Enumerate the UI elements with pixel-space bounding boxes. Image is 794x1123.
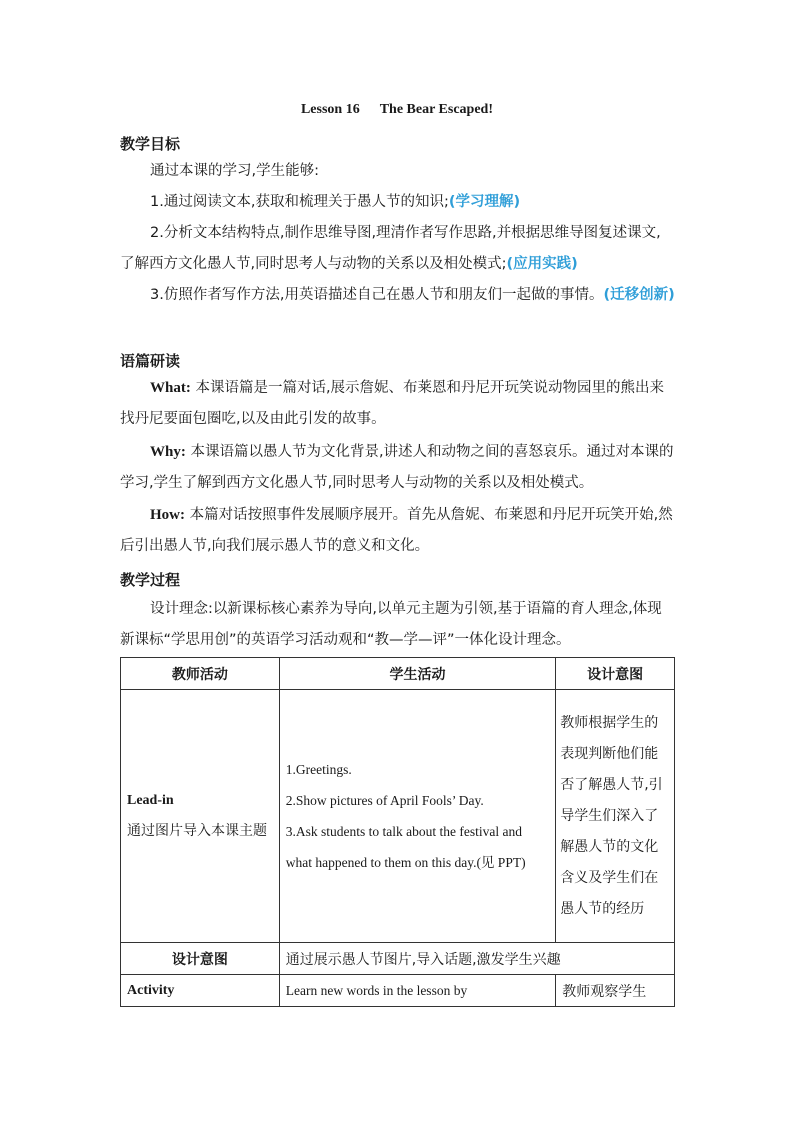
table-row-intent [121, 943, 675, 975]
lesson-title [0, 102, 794, 118]
leadin-step-3: 3.Ask students to talk about the festival and what happened to them on this day.(见 PPT) [285, 824, 526, 870]
objective-item-2: 2.分析文本结构特点,制作思维导图,理清作者写作思路,并根据思维导图复述课文,了解西方文化愚人节,同时思考人与动物的关系以及相处模式;(应用实践) [120, 225, 661, 272]
objective-item-1: 1.通过阅读文本,获取和梳理关于愚人节的知识;(学习理解) [150, 194, 521, 210]
objective-tag: (迁移创新) [603, 287, 675, 303]
leadin-step-2: 2.Show pictures of April Fools’ Day. [285, 793, 484, 808]
analysis-how: How: 本篇对话按照事件发展顺序展开。首先从詹妮、布莱恩和丹尼开玩笑开始,然后引出愚人节,向我们展示愚人节的意义和文化。 [120, 507, 673, 554]
header-design-intent: 设计意图 [556, 658, 675, 690]
intent-label: 设计意图 [121, 943, 280, 975]
lesson-plan-table [120, 657, 675, 1007]
analysis-heading: 语篇研读 [120, 352, 181, 370]
leadin-label: Lead-in [127, 793, 174, 808]
activity-intent: 教师观察学生 [556, 975, 675, 1007]
intent-text: 通过展示愚人节图片,导入话题,激发学生兴趣 [279, 943, 674, 975]
process-heading: 教学过程 [120, 571, 181, 589]
leadin-step-1: 1.Greetings. [285, 762, 352, 777]
objective-item-3: 3.仿照作者写作方法,用英语描述自己在愚人节和朋友们一起做的事情。(迁移创新) [150, 287, 675, 303]
leadin-steps-cell [279, 690, 555, 943]
lesson-name: The Bear Escaped! [379, 102, 494, 117]
table-row-activity [121, 975, 675, 1007]
leadin-cell [121, 690, 280, 943]
activity-text: Learn new words in the lesson by [279, 975, 555, 1007]
analysis-why: Why: 本课语篇以愚人节为文化背景,讲述人和动物之间的喜怒哀乐。通过对本课的学习,学生了解到西方文化愚人节,同时思考人与动物的关系以及相处模式。 [120, 444, 674, 491]
leadin-intent-cell: 教师根据学生的表现判断他们能否了解愚人节,引导学生们深入了解愚人节的文化含义及学生们在愚人节的经历 [556, 690, 675, 943]
design-concept: 设计理念:以新课标核心素养为导向,以单元主题为引领,基于语篇的育人理念,体现新课标“学思用创”的英语学习活动观和“教—学—评”一体化设计理念。 [120, 601, 662, 648]
objective-tag: (学习理解) [448, 194, 521, 210]
lesson-number: Lesson 16 [300, 102, 360, 117]
objectives-heading: 教学目标 [120, 135, 181, 153]
header-student-activity: 学生活动 [279, 658, 555, 690]
table-row-leadin [121, 690, 675, 943]
table-header-row [121, 658, 675, 690]
leadin-desc: 通过图片导入本课主题 [127, 823, 267, 839]
objective-tag: (应用实践) [506, 256, 578, 272]
activity-label: Activity [121, 975, 280, 1007]
analysis-what: What: 本课语篇是一篇对话,展示詹妮、布莱恩和丹尼开玩笑说动物园里的熊出来找丹尼要面包圈吃,以及由此引发的故事。 [120, 380, 665, 427]
header-teacher-activity: 教师活动 [121, 658, 280, 690]
objectives-intro: 通过本课的学习,学生能够: [150, 163, 319, 179]
